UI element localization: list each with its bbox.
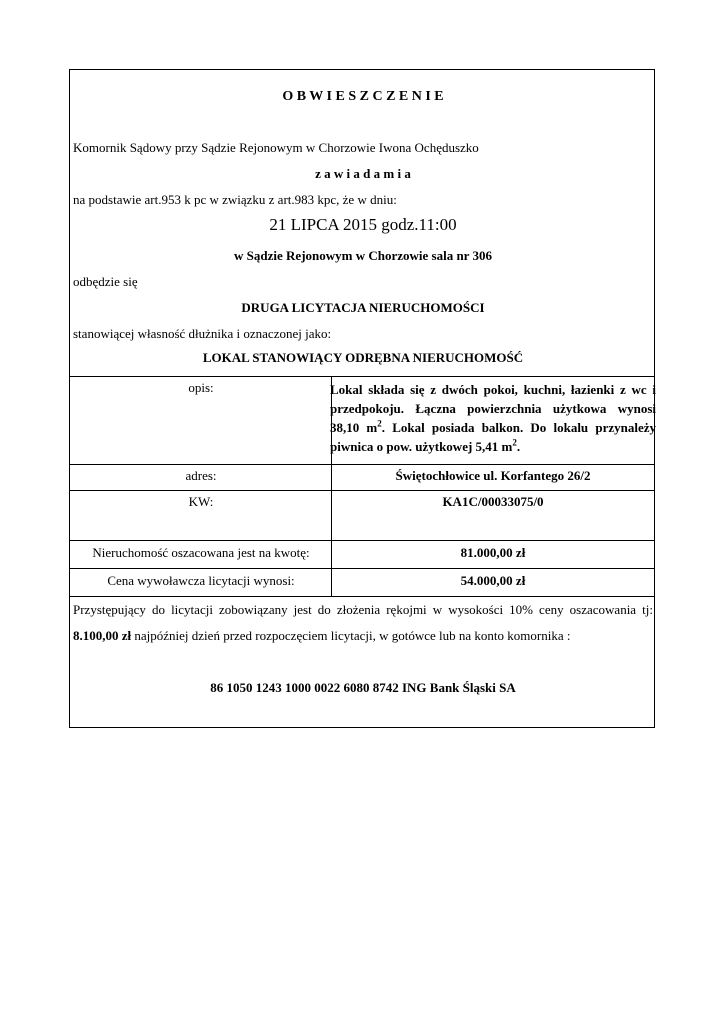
starting-price-value: 54.000,00 zł [460,573,526,588]
will-take-place: odbędzie się [73,274,138,289]
valuation-value: 81.000,00 zł [460,545,526,560]
notice-frame [69,69,655,728]
address-value: Świętochłowice ul. Korfantego 26/2 [395,468,591,483]
row-divider [70,568,654,569]
deposit-amount: 8.100,00 zł [73,628,132,643]
informs-text: z a w i a d a m i a [315,166,411,181]
starting-price-label: Cena wywoławcza licytacji wynosi: [107,573,295,588]
notice-title: O B W I E S Z C Z E N I E [282,89,444,104]
auction-location: w Sądzie Rejonowym w Chorzowie sala nr 306 [234,248,492,263]
property-type: LOKAL STANOWIĄCY ODRĘBNA NIERUCHOMOŚĆ [202,350,524,365]
auction-date: 21 LIPCA 2015 godz.11:00 [269,215,457,234]
row-divider [70,490,654,491]
row-divider [70,540,654,541]
description-value: Lokal składa się z dwóch pokoi, kuchni, łazienki z wc i przedpokoju. Łączna powierzchnia użytkowa wynosi 38,10 $m^2$. Lokal posiada balkon. Do lokalu przynależy piwnica o pow. użytkowej 5,41 $m^2$. [330,382,656,454]
bailiff-line: Komornik Sądowy przy Sądzie Rejonowym w Chorzowie Iwona Ochęduszko [73,140,479,155]
kw-value: KA1C/00033075/0 [442,494,544,509]
row-divider [70,464,654,465]
auction-type: DRUGA LICYTACJA NIERUCHOMOŚCI [241,300,485,315]
valuation-label: Nieruchomość oszacowana jest na kwotę: [92,545,310,560]
deposit-paragraph: Przystępujący do licytacji zobowiązany jest do złożenia rękojmi w wysokości 10% ceny oszacowania tj: 8.100,00 zł najpóźniej dzień przed rozpoczęciem licytacji, w gotówce lub na konto komornika : [73,602,653,643]
address-label: adres: [185,468,217,483]
legal-basis: na podstawie art.953 k pc w związku z art.983 kpc, że w dniu: [73,192,397,207]
kw-label: KW: [188,494,214,509]
description-label: opis: [188,380,214,395]
table-top-line [70,376,654,377]
ownership-text: stanowiącej własność dłużnika i oznaczonej jako: [73,326,332,341]
bank-account: 86 1050 1243 1000 0022 6080 8742 ING Bank Śląski SA [210,680,516,695]
